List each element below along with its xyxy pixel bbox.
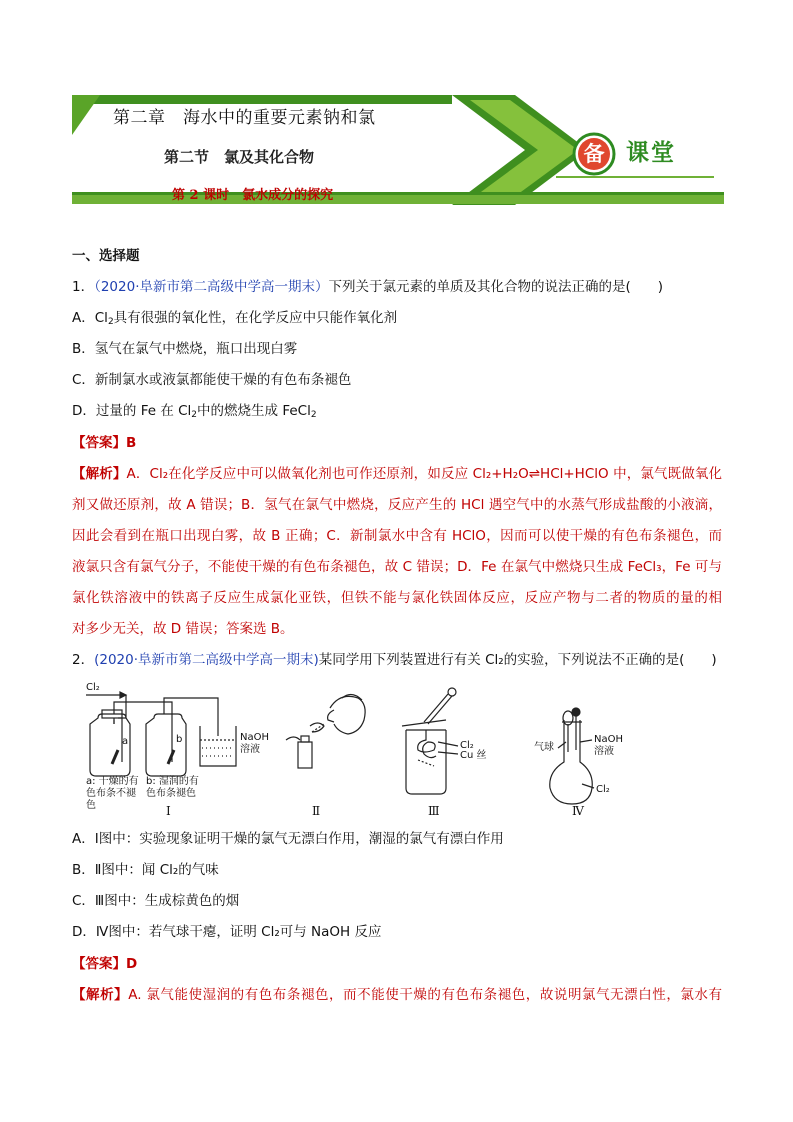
q1-answer [72,433,136,453]
logo-badge: 备 [583,142,605,166]
banner-bottom-line [72,192,724,195]
fig4-balloon-label: 气球 [534,742,554,753]
q1-analysis-line: 因此会看到在瓶口出现白雾，故 B 正确；C．新制氯水中含有 HClO，因而可以使干燥的有色布条褪色，而 [72,528,722,544]
analysis-text: A．Cl₂在化学反应中可以做氧化剂也可作还原剂，如反应 Cl₂+H₂O⇌HCl+HClO 中，氯气既做氧化 [126,466,723,482]
option-letter: D． [72,403,96,419]
q1-option-b [72,339,297,359]
apparatus-ii-drawing [286,694,365,768]
header-banner [0,0,793,215]
fig3-cu-label: Cu 丝 [460,750,487,761]
logo-text: 课堂 [626,140,676,166]
q2-option-b: B．Ⅱ图中：闻 Cl₂的气味 [72,862,219,878]
caption-line: b: 湿润的有 [146,776,199,787]
fig4-cl2-label: Cl₂ [596,784,610,795]
fig1-label-b: b [176,734,183,745]
q1-analysis-line [72,464,722,484]
q2-option-c: C．Ⅲ图中：生成棕黄色的烟 [72,893,240,909]
fig1-numeral: Ⅰ [166,804,171,818]
option-text: Cl [94,310,108,326]
q1-option-c [72,370,351,390]
fig1-gas-label: Cl₂ [86,682,100,693]
option-subscript: 2 [191,410,198,420]
caption-line: a: 干燥的有 [86,776,139,787]
option-subscript: 2 [310,410,317,420]
q2-analysis-line [72,985,722,1005]
part-title: 一、选择题 [72,248,140,264]
analysis-label: 【解析】 [72,466,127,482]
option-letter: C． [72,372,95,388]
apparatus-iv-drawing [550,708,594,804]
section-title: 第二节 氯及其化合物 [164,148,315,166]
q2-apparatus-figures [72,680,732,820]
fig4-naoh: NaOH [594,734,623,745]
answer-label: 【答案】 [72,435,126,451]
fig3-cl2-label: Cl₂ [460,740,474,751]
fig3-numeral: Ⅲ [428,804,440,818]
chapter-title: 第二章 海水中的重要元素钠和氯 [113,108,376,128]
q1-analysis-line: 氯化铁溶液中的铁离子反应生成氯化亚铁，但铁不能与氯化铁固体反应，反应产物与二者的物质的量的相 [72,590,722,606]
q2-source: (2020·阜新市第二高级中学高一期末) [94,652,319,668]
fig1-label-a: a [122,736,129,747]
option-text: 氢气在氯气中燃烧，瓶口出现白雾 [94,341,298,357]
fig2-numeral: Ⅱ [312,804,321,818]
q2-option-a: A．Ⅰ图中：实验现象证明干燥的氯气无漂白作用，潮湿的氯气有漂白作用 [72,831,504,847]
answer-value: B [126,435,137,451]
fig4-numeral: Ⅳ [572,804,584,818]
apparatus-iii-drawing [402,688,458,794]
caption-line: 色布条褪色 [146,788,196,799]
option-text: 具有很强的氧化性，在化学反应中只能作氧化剂 [113,310,398,326]
answer-label: 【答案】 [72,956,126,972]
q2-stem-text: 某同学用下列装置进行有关 Cl₂的实验，下列说法不正确的是( ) [318,652,717,668]
fig4-solution: 溶液 [594,746,614,757]
logo-underline [556,176,714,178]
caption-line: 色 [86,800,96,811]
answer-value: D [126,956,138,972]
option-letter: B． [72,341,95,357]
q1-option-d [72,401,317,421]
fig1-caption-a [86,776,139,812]
q1-analysis-line: 对多少无关，故 D 错误；答案选 B。 [72,621,294,637]
q1-stem-text: 下列关于氯元素的单质及其化合物的说法正确的是( ) [328,279,664,295]
option-text: 过量的 Fe 在 Cl [95,403,192,419]
q1-source: （2020·阜新市第二高级中学高一期末） [94,279,329,295]
lesson-title: 第 2 课时 氯水成分的探究 [172,188,334,203]
option-letter: A． [72,310,95,326]
option-subscript: 2 [107,317,114,327]
q1-analysis-line: 剂又做还原剂，故 A 错误；B．氢气在氯气中燃烧，反应产生的 HCl 遇空气中的水蒸气形成盐酸的小液滴， [72,497,722,513]
q1-stem [72,277,663,297]
q2-stem [72,650,717,670]
fig1-solution: 溶液 [240,744,260,755]
analysis-label: 【解析】 [72,987,129,1003]
q2-answer [72,954,137,974]
q1-option-a [72,308,397,328]
q1-number: 1． [72,279,95,295]
option-text: 新制氯水或液氯都能使干燥的有色布条褪色 [94,372,352,388]
analysis-text: A. 氯气能使湿润的有色布条褪色，而不能使干燥的有色布条褪色，故说明氯气无漂白性，氯水有 [128,987,722,1003]
q2-option-d: D．Ⅳ图中：若气球干瘪，证明 Cl₂可与 NaOH 反应 [72,924,382,940]
caption-line: 色布条不褪 [86,788,136,799]
fig1-caption-b [146,776,199,800]
q1-analysis-line: 液氯只含有氯气分子，不能使干燥的有色布条褪色，故 C 错误；D．Fe 在氯气中燃烧只生成 FeCl₃，Fe 可与 [72,559,722,575]
fig1-naoh: NaOH [240,732,269,743]
q2-number: 2． [72,652,95,668]
option-text: 中的燃烧生成 FeCl [197,403,311,419]
apparatus-i-drawing [86,692,236,776]
